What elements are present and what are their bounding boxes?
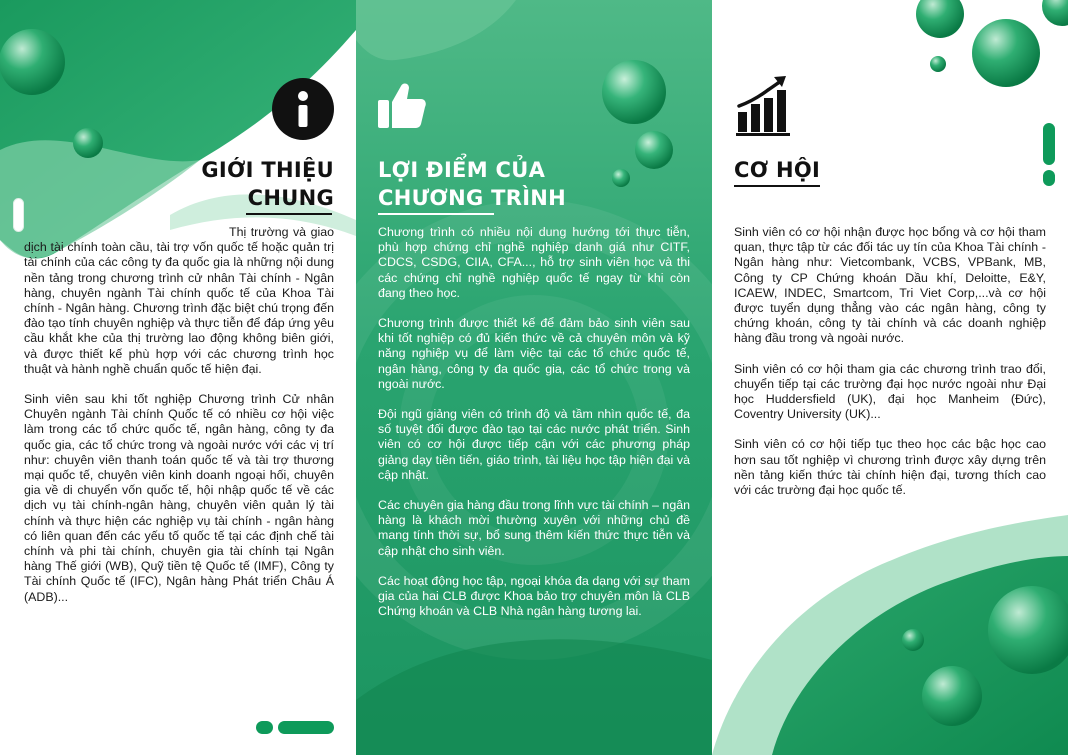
panel-opportunities xyxy=(712,0,1068,755)
sphere xyxy=(0,29,65,95)
pill-decoration xyxy=(13,198,24,232)
pill-decoration xyxy=(1043,170,1055,186)
section-body xyxy=(24,225,334,620)
title-underline xyxy=(734,185,820,187)
title-line: LỢI ĐIỂM CỦA xyxy=(378,158,546,182)
pill-decoration xyxy=(1043,123,1055,165)
sphere xyxy=(916,0,964,38)
paragraph: Sinh viên có cơ hội tiếp tục theo học các bậc học cao hơn sau tốt nghiệp vì chương trình được xây dựng trên nền tảng kiến thức tài chính hiện đại, tương thích cao với các trường đại học quốc tế. xyxy=(734,437,1046,498)
panel-advantages xyxy=(356,0,712,755)
sphere xyxy=(972,19,1040,87)
section-body xyxy=(734,225,1046,513)
paragraph: Thị trường và giao dịch tài chính toàn cầu, tài trợ vốn quốc tế hoặc quản trị tài chính của các công ty đa quốc gia là những nội dung nền tảng trong chương trình cử nhân Tài chính - Ngân hàng, chuyên ngành Tài chính quốc tế của Khoa Tài chính - Ngân hàng. Chương trình đặc biệt chú trọng đến đào tạo tính chuyên nghiệp và thực tiễn để đáp ứng yêu cầu khắt khe của thị trường lao động không biên giới, và được thiết kế phù hợp với các chương trình học thuật và hành nghề chuẩn quốc tế hiện đại. xyxy=(24,225,334,376)
title-line: CHƯƠNG TRÌNH xyxy=(378,186,567,210)
title-underline xyxy=(378,213,494,215)
title-line: CHUNG xyxy=(247,186,334,210)
sphere xyxy=(73,128,103,158)
thumbs-up-icon xyxy=(378,80,426,130)
top-wave xyxy=(356,0,516,60)
section-body xyxy=(378,225,690,634)
paragraph: Sinh viên sau khi tốt nghiệp Chương trình Cử nhân Chuyên ngành Tài chính Quốc tế có nhiều cơ hội việc làm trong các tổ chức quốc tế, ngân hàng, công ty đa quốc gia, các tổ chức trong và ngoài nước với các vị trí như: chuyên viên thanh toán quốc tế và tài trợ thương mại quốc tế, chuyên viên kinh doanh ngoại hối, chuyên gia về di chuyển vốn quốc tế, hội nhập quốc tế về các dịch vụ tài chính-ngân hàng, chuyên viên quản lý tài chính và thực hiện các nghiệp vụ tài chính - ngân hàng có liên quan đến các yếu tố quốc tế tại các định chế tài chính và phi tài chính, chuyên gia tài chính tại Ngân hàng Thế giới (WB), Quỹ tiền tệ Quốc tế (IMF), Công ty Tài chính Quốc tế (IFC), Ngân hàng Phát triển Châu Á (ADB)... xyxy=(24,392,334,604)
bottom-wave xyxy=(356,639,712,755)
sphere xyxy=(930,56,946,72)
title-line: CƠ HỘI xyxy=(734,158,821,182)
section-title xyxy=(150,156,334,212)
paragraph: Đội ngũ giảng viên có trình độ và tầm nhìn quốc tế, đa số tuyệt đối được đào tạo tại các nước phát triển. Sinh viên có cơ hội được tiếp cận với các phương pháp giảng dạy tiên tiến, giáo trình, tài liệu học tập hiện đại và cập nhật. xyxy=(378,407,690,482)
sphere xyxy=(602,60,666,124)
paragraph: Các chuyên gia hàng đầu trong lĩnh vực tài chính – ngân hàng là khách mời thường xuyên với những chủ đề mang tính thời sự, bổ sung thêm kiến thức thực tiễn và cập nhật cho sinh viên. xyxy=(378,498,690,558)
paragraph: Các hoạt động học tập, ngoại khóa đa dạng với sự tham gia của hai CLB được Khoa bảo trợ chuyên môn là CLB Chứng khoán và CLB Nhà ngân hàng tương lai. xyxy=(378,573,690,619)
info-icon xyxy=(272,78,334,140)
pill-decoration xyxy=(256,721,273,734)
paragraph: Sinh viên có cơ hội nhận được học bổng và cơ hội tham quan, thực tập từ các đối tác uy tín của Khoa Tài chính - Ngân hàng như: Vietcombank, VCBS, VPBank, MB, Công ty CP Chứng khoán Dầu khí, Deloitte, E&Y, ICAEW, INDEC, Smartcom, Tri Viet Corp,...và cơ hội được tuyển dụng thẳng vào các ngân hàng, công ty chứng khoán, công ty tài chính và các doanh nghiệp hàng đầu trong và ngoài nước. xyxy=(734,225,1046,346)
sphere xyxy=(1042,0,1068,26)
paragraph: Chương trình có nhiều nội dung hướng tới thực tiễn, phù hợp chứng chỉ nghề nghiệp danh giá như CITF, CDCS, CSDG, CIIA, CFA..., hỗ trợ sinh viên học và thi các chứng chỉ nghề nghiệp quốc tế ngay từ khi còn đang theo học. xyxy=(378,225,690,300)
title-line: GIỚI THIỆU xyxy=(201,158,334,182)
panel-introduction xyxy=(0,0,356,755)
title-underline xyxy=(246,213,332,215)
pill-decoration xyxy=(278,721,334,734)
pill-decoration xyxy=(725,630,736,700)
growth-chart-icon xyxy=(736,74,790,136)
sphere xyxy=(922,666,982,726)
paragraph: Sinh viên có cơ hội tham gia các chương trình trao đổi, chuyển tiếp tại các trường đại học nước ngoài như Đại học Huddersfield (UK), đại học Manheim (Đức), Coventry University (UK)... xyxy=(734,361,1046,422)
sphere xyxy=(902,629,924,651)
section-title xyxy=(734,156,934,184)
paragraph: Chương trình được thiết kế để đảm bảo sinh viên sau khi tốt nghiệp có đủ kiến thức về cả chuyên môn và kỹ năng nghiệp vụ để làm việc tại các tổ chức quốc tế, ngân hàng, công ty đa quốc gia, các tổ chức trong và ngoài nước. xyxy=(378,316,690,391)
section-title xyxy=(378,156,678,212)
